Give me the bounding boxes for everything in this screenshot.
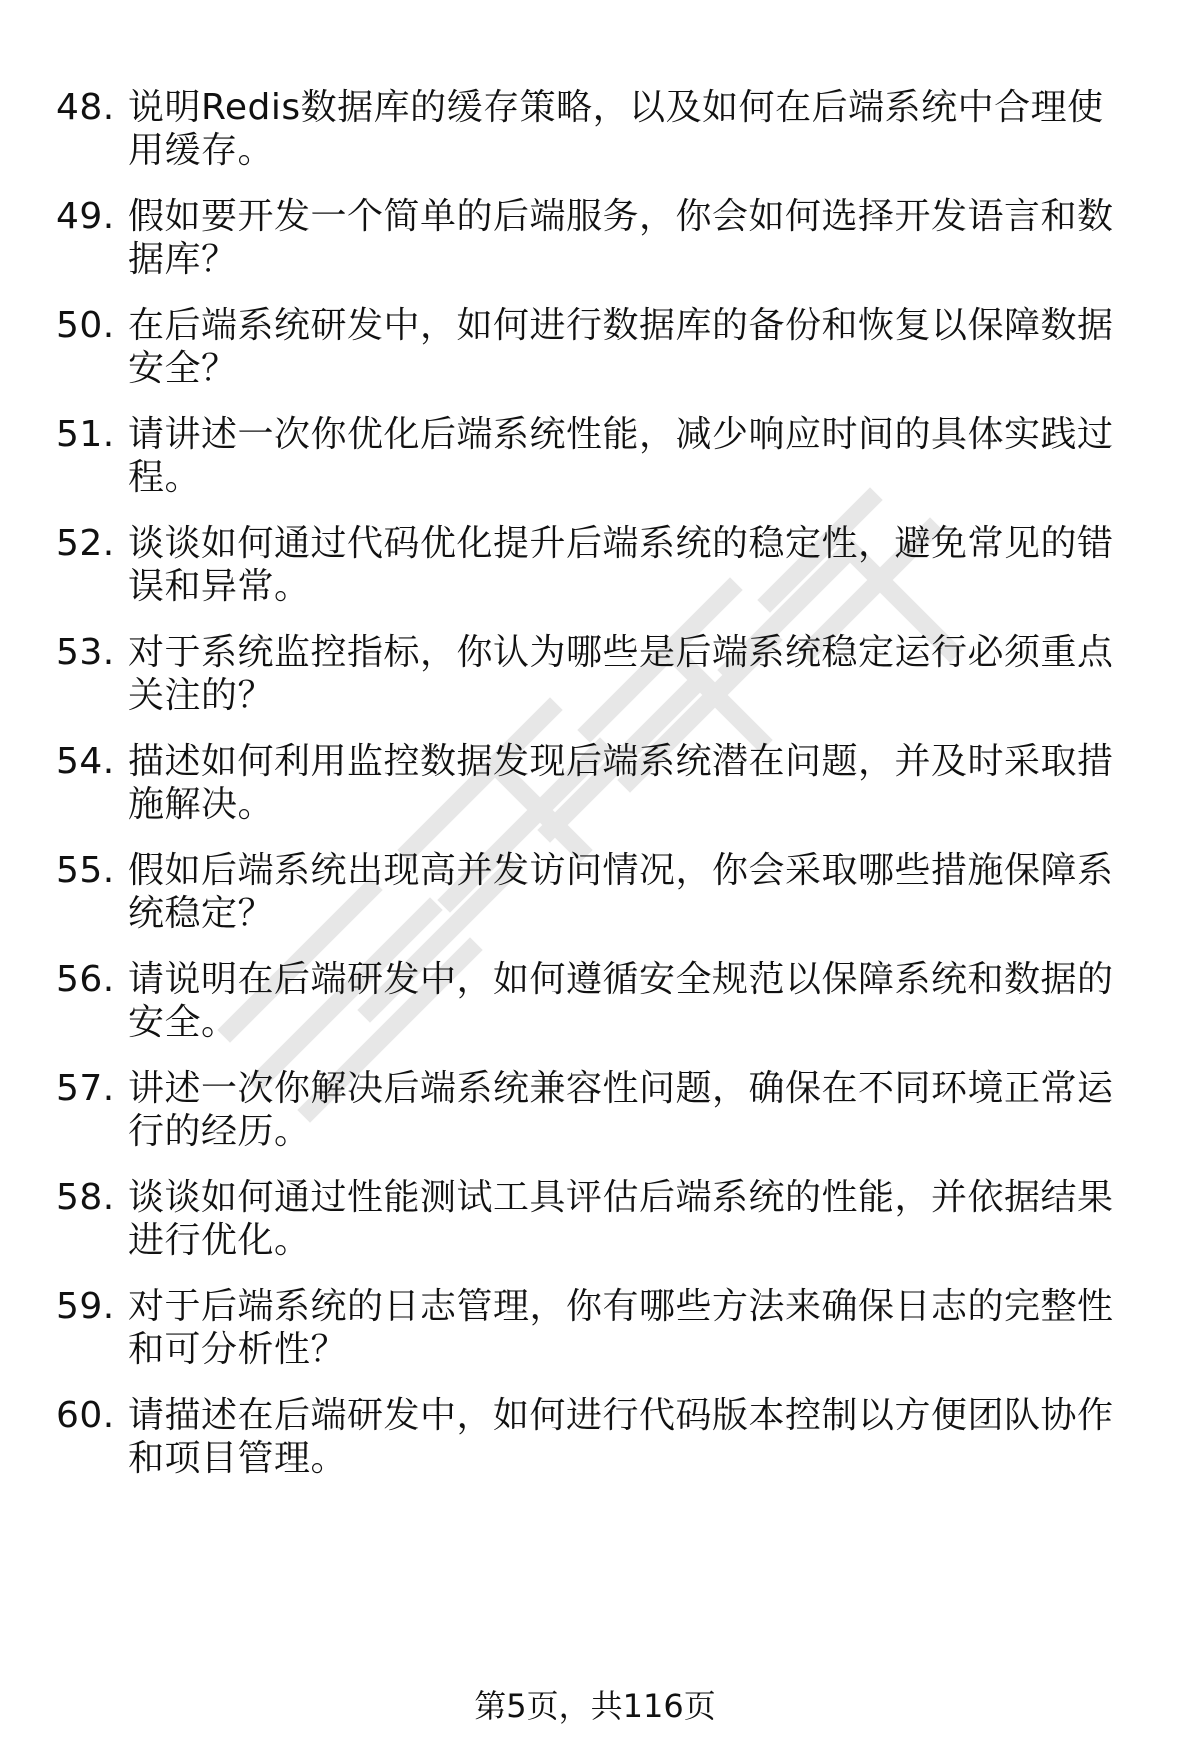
- question-text: 请描述在后端研发中，如何进行代码版本控制以方便团队协作和项目管理。: [128, 1395, 1114, 1479]
- question-text: 在后端系统研发中，如何进行数据库的备份和恢复以保障数据安全？: [128, 305, 1114, 389]
- question-text: 对于后端系统的日志管理，你有哪些方法来确保日志的完整性和可分析性？: [128, 1286, 1114, 1370]
- question-text: 请说明在后端研发中，如何遵循安全规范以保障系统和数据的安全。: [128, 959, 1114, 1043]
- list-item: [56, 740, 1166, 826]
- list-item: [56, 413, 1166, 499]
- question-text: 请讲述一次你优化后端系统性能，减少响应时间的具体实践过程。: [128, 414, 1114, 498]
- question-number: 59.: [56, 1286, 115, 1327]
- list-item: [56, 195, 1166, 281]
- list-item: [56, 631, 1166, 717]
- question-number: 60.: [56, 1395, 115, 1436]
- question-number: 53.: [56, 632, 115, 673]
- question-number: 55.: [56, 850, 115, 891]
- list-item: [56, 849, 1166, 935]
- list-item: [56, 86, 1166, 172]
- question-text: 假如后端系统出现高并发访问情况，你会采取哪些措施保障系统稳定？: [128, 850, 1114, 934]
- question-text: 描述如何利用监控数据发现后端系统潜在问题，并及时采取措施解决。: [128, 741, 1114, 825]
- question-text: 说明Redis数据库的缓存策略，以及如何在后端系统中合理使用缓存。: [128, 87, 1104, 171]
- question-text: 讲述一次你解决后端系统兼容性问题，确保在不同环境正常运行的经历。: [128, 1068, 1114, 1152]
- page-number-label: 第5页，共116页: [474, 1687, 716, 1725]
- question-text: 对于系统监控指标，你认为哪些是后端系统稳定运行必须重点关注的？: [128, 632, 1114, 716]
- list-item: [56, 1394, 1166, 1480]
- question-text: 假如要开发一个简单的后端服务，你会如何选择开发语言和数据库？: [128, 196, 1114, 280]
- question-number: 54.: [56, 741, 115, 782]
- question-number: 49.: [56, 196, 115, 237]
- page-footer: [0, 1686, 1190, 1726]
- list-item: [56, 958, 1166, 1044]
- list-item: [56, 522, 1166, 608]
- question-number: 48.: [56, 87, 115, 128]
- question-number: 52.: [56, 523, 115, 564]
- question-number: 58.: [56, 1177, 115, 1218]
- question-number: 51.: [56, 414, 115, 455]
- question-text: 谈谈如何通过代码优化提升后端系统的稳定性，避免常见的错误和异常。: [128, 523, 1114, 607]
- list-item: [56, 304, 1166, 390]
- question-number: 57.: [56, 1068, 115, 1109]
- list-item: [56, 1067, 1166, 1153]
- list-item: [56, 1285, 1166, 1371]
- question-text: 谈谈如何通过性能测试工具评估后端系统的性能，并依据结果进行优化。: [128, 1177, 1114, 1261]
- list-item: [56, 1176, 1166, 1262]
- question-number: 56.: [56, 959, 115, 1000]
- question-number: 50.: [56, 305, 115, 346]
